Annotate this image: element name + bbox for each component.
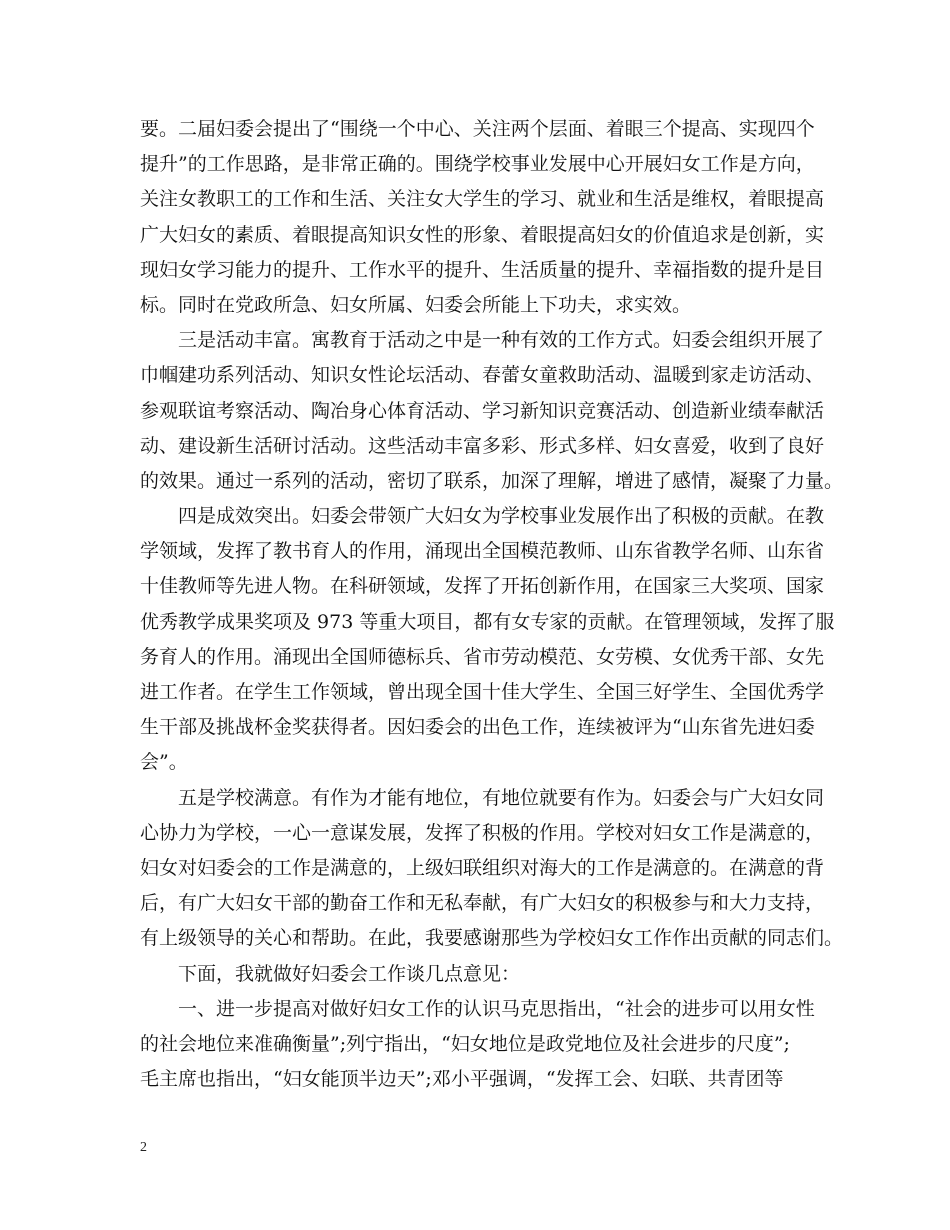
text-line: 的社会地位来准确衡量”;列宁指出，“妇女地位是政党地位及社会进步的尺度”; bbox=[140, 1032, 790, 1055]
text-line: 生干部及挑战杯金奖获得者。因妇委会的出色工作，连续被评为“山东省先进妇委 bbox=[140, 716, 815, 739]
text-line: 四是成效突出。妇委会带领广大妇女为学校事业发展作出了积极的贡献。在教 bbox=[178, 505, 825, 528]
text-line: 下面，我就做好妇委会工作谈几点意见： bbox=[178, 962, 521, 985]
text-line: 十佳教师等先进人物。在科研领域，发挥了开拓创新作用，在国家三大奖项、国家 bbox=[140, 575, 825, 598]
paragraph bbox=[140, 992, 828, 1098]
text-line: 提升”的工作思路，是非常正确的。围绕学校事业发展中心开展妇女工作是方向， bbox=[140, 153, 815, 176]
text-line: 三是活动丰富。寓教育于活动之中是一种有效的工作方式。妇委会组织开展了 bbox=[178, 329, 825, 352]
text-line: 学领域，发挥了教书育人的作用，涌现出全国模范教师、山东省教学名师、山东省 bbox=[140, 540, 825, 563]
text-line: 会”。 bbox=[140, 751, 188, 774]
paragraph bbox=[140, 499, 835, 781]
text-line: 现妇女学习能力的提升、工作水平的提升、生活质量的提升、幸福指数的提升是目 bbox=[140, 258, 825, 281]
text-line: 后，有广大妇女干部的勤奋工作和无私奉献，有广大妇女的积极参与和大力支持， bbox=[140, 892, 825, 915]
text-line: 进工作者。在学生工作领域，曾出现全国十佳大学生、全国三好学生、全国优秀学 bbox=[140, 681, 825, 703]
text-line: 广大妇女的素质、着眼提高知识女性的形象、着眼提高妇女的价值追求是创新，实 bbox=[140, 223, 825, 246]
text-line: 关注女教职工的工作和生活、关注女大学生的学习、就业和生活是维权，着眼提高 bbox=[140, 188, 825, 211]
text-line: 心协力为学校，一心一意谋发展，发挥了积极的作用。学校对妇女工作是满意的， bbox=[140, 821, 825, 844]
text-line: 有上级领导的关心和帮助。在此，我要感谢那些为学校妇女工作作出贡献的同志们。 bbox=[140, 927, 844, 950]
text-line: 标。同时在党政所急、妇女所属、妇委会所能上下功夫，求实效。 bbox=[140, 293, 692, 316]
text-line: 参观联谊考察活动、陶冶身心体育活动、学习新知识竞赛活动、创造新业绩奉献活 bbox=[140, 399, 825, 422]
text-line: 毛主席也指出，“妇女能顶半边天”;邓小平强调，“发挥工会、妇联、共青团等 bbox=[140, 1068, 784, 1091]
text-line: 巾帼建功系列活动、知识女性论坛活动、春蕾女童救助活动、温暖到家走访活动、 bbox=[140, 364, 825, 387]
text-line: 动、建设新生活研讨活动。这些活动丰富多彩、形式多样、妇女喜爱，收到了良好 bbox=[140, 434, 825, 457]
paragraph bbox=[140, 957, 828, 992]
text-line: 一、进一步提高对做好妇女工作的认识马克思指出，“社会的进步可以用女性 bbox=[178, 997, 815, 1020]
paragraph bbox=[140, 112, 828, 323]
paragraph bbox=[140, 781, 844, 957]
text-line: 优秀教学成果奖项及 973 等重大项目，都有女专家的贡献。在管理领域，发挥了服 bbox=[140, 610, 835, 633]
text-line: 的效果。通过一系列的活动，密切了联系，加深了理解，增进了感情，凝聚了力量。 bbox=[140, 469, 844, 492]
document-body bbox=[140, 112, 844, 1097]
text-line: 妇女对妇委会的工作是满意的，上级妇联组织对海大的工作是满意的。在满意的背 bbox=[140, 856, 825, 879]
paragraph bbox=[140, 323, 844, 499]
page-number: 2 bbox=[140, 1140, 147, 1155]
text-line: 务育人的作用。涌现出全国师德标兵、省市劳动模范、女劳模、女优秀干部、女先 bbox=[140, 645, 825, 668]
text-line: 五是学校满意。有作为才能有地位，有地位就要有作为。妇委会与广大妇女同 bbox=[178, 786, 825, 809]
text-line: 要。二届妇委会提出了“围绕一个中心、关注两个层面、着眼三个提高、实现四个 bbox=[140, 118, 815, 140]
